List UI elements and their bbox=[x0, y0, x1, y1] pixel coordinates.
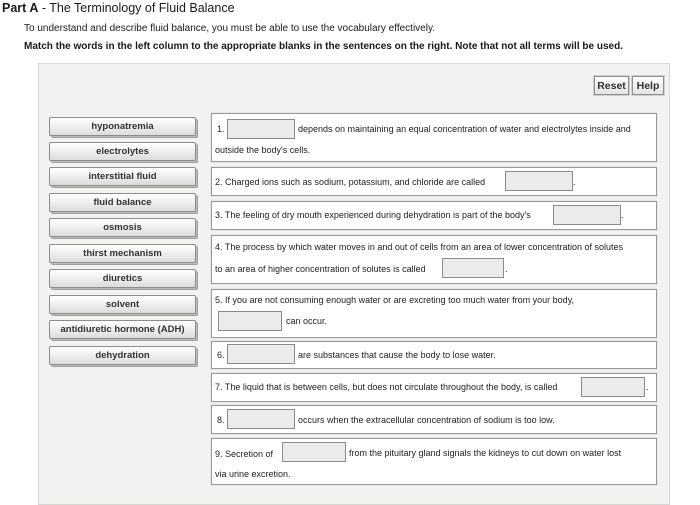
blank-6[interactable] bbox=[227, 344, 295, 364]
term-dehydration[interactable]: dehydration bbox=[49, 346, 196, 365]
sentence-6-text: are substances that cause the body to lose water. bbox=[298, 350, 496, 360]
sentence-7-text: 7. The liquid that is between cells, but does not circulate throughout the body, is called bbox=[215, 382, 558, 392]
sentence-6-number: 6. bbox=[217, 350, 225, 360]
term-electrolytes[interactable]: electrolytes bbox=[49, 142, 196, 161]
blank-1[interactable] bbox=[227, 119, 295, 139]
sentence-7 bbox=[211, 373, 657, 402]
term-fluid-balance[interactable]: fluid balance bbox=[49, 193, 196, 212]
term-diuretics[interactable]: diuretics bbox=[49, 269, 196, 288]
sentence-4-text: 4. The process by which water moves in and out of cells from an area of lower concentration of solutes bbox=[215, 242, 624, 252]
sentence-9-text: 9. Secretion of bbox=[215, 449, 274, 459]
sentence-9 bbox=[211, 438, 657, 485]
sentence-8-text: occurs when the extracellular concentration of sodium is too low. bbox=[298, 415, 555, 425]
sentence-9-text-end: via urine excretion. bbox=[215, 469, 291, 479]
blank-2[interactable] bbox=[505, 171, 573, 191]
blank-5[interactable] bbox=[218, 311, 282, 331]
sentence-4-text-cont: to an area of higher concentration of solutes is called bbox=[215, 264, 426, 274]
sentence-2-period: . bbox=[573, 177, 576, 187]
sentence-5-text: 5. If you are not consuming enough water or are excreting too much water from your body, bbox=[215, 295, 575, 305]
sentence-2 bbox=[211, 167, 657, 196]
sentence-1-text: depends on maintaining an equal concentration of water and electrolytes inside and bbox=[298, 124, 631, 134]
blank-4[interactable] bbox=[442, 258, 504, 278]
instruction-text: To understand and describe fluid balance, you must be able to use the vocabulary effectively. bbox=[24, 23, 435, 34]
sentence-7-period: . bbox=[646, 382, 649, 392]
sentence-5-text-cont: can occur. bbox=[286, 316, 328, 326]
reset-button[interactable]: Reset bbox=[594, 76, 629, 95]
blank-7[interactable] bbox=[581, 377, 645, 397]
part-title: Part A - The Terminology of Fluid Balance bbox=[2, 1, 235, 15]
sentence-6 bbox=[211, 341, 657, 369]
sentence-2-text: 2. Charged ions such as sodium, potassium, and chloride are called bbox=[215, 177, 486, 187]
sentence-8 bbox=[211, 405, 657, 434]
term-osmosis[interactable]: osmosis bbox=[49, 218, 196, 237]
blank-3[interactable] bbox=[553, 205, 621, 225]
sentence-1-text-cont: outside the body's cells. bbox=[215, 145, 311, 155]
sentence-3 bbox=[211, 201, 657, 230]
sentence-3-text: 3. The feeling of dry mouth experienced during dehydration is part of the body's bbox=[215, 210, 531, 220]
sentence-4-period: . bbox=[505, 264, 508, 274]
sentence-1 bbox=[211, 113, 657, 162]
sentence-5 bbox=[211, 289, 657, 338]
help-button[interactable]: Help bbox=[632, 76, 664, 95]
sentence-9-text-cont: from the pituitary gland signals the kidneys to cut down on water lost bbox=[349, 448, 622, 458]
blank-9[interactable] bbox=[282, 442, 346, 462]
sentence-1-number: 1. bbox=[217, 124, 225, 134]
instruction-bold-text: Match the words in the left column to the appropriate blanks in the sentences on the right. Note that not all terms will be used. bbox=[24, 41, 623, 52]
term-interstitial-fluid[interactable]: interstitial fluid bbox=[49, 167, 196, 186]
sentence-4 bbox=[211, 235, 657, 284]
sentence-8-number: 8. bbox=[217, 415, 225, 425]
term-thirst-mechanism[interactable]: thirst mechanism bbox=[49, 244, 196, 263]
term-adh[interactable]: antidiuretic hormone (ADH) bbox=[49, 320, 196, 339]
term-solvent[interactable]: solvent bbox=[49, 295, 196, 314]
sentence-3-period: . bbox=[621, 210, 624, 220]
blank-8[interactable] bbox=[227, 409, 295, 429]
term-hyponatremia[interactable]: hyponatremia bbox=[49, 117, 196, 136]
